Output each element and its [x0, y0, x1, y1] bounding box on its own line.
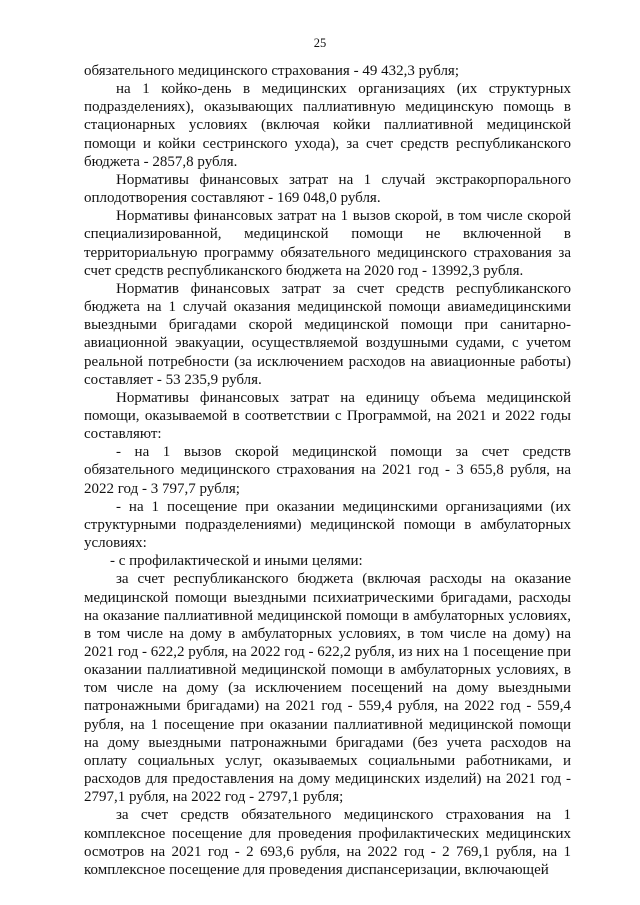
paragraph-2021-2022-intro: Нормативы финансовых затрат на единицу объема медицинской помощи, оказываемой в соответствии с Программой, на 2021 и 2022 годы составляют:: [84, 389, 571, 443]
paragraph-continuation: обязательного медицинского страхования - 49 432,3 рубля;: [84, 63, 459, 79]
paragraph-oms-complex-visit: за счет средств обязательного медицинского страхования на 1 комплексное посещение для проведения профилактических медицинских осмотров на 2021 год - 2 693,6 рубля, на 2022 год - 2 769,1 рубля, на 1 комплексное посещение для проведения диспансеризации, включающей: [84, 807, 571, 878]
paragraph-ivf-norm: Нормативы финансовых затрат на 1 случай экстракорпорального оплодотворения составляют - 169 048,0 рубля.: [84, 171, 571, 207]
paragraph-air-ambulance-norm: Норматив финансовых затрат за счет средств республиканского бюджета на 1 случай оказания медицинской помощи авиамедицинскими выездными бригадами скорой медицинской помощи при санитарно-авиационной эвакуации, осуществляемой воздушными судами, с учетом реальной потребности (за исключением расходов на авиационные работы) составляет - 53 235,9 рубля.: [84, 280, 571, 388]
list-item-preventive-purposes: - с профилактической и иными целями:: [110, 553, 363, 570]
list-item-ambulance-call: - на 1 вызов скорой медицинской помощи за счет средств обязательного медицинского страхования на 2021 год - 3 655,8 рубля, на 2022 год - 3 797,7 рубля;: [84, 444, 571, 497]
document-body: [84, 62, 571, 879]
page-number: 25: [313, 36, 327, 50]
list-item-outpatient-visit: - на 1 посещение при оказании медицинскими организациями (их структурными подразделениями) медицинской помощи в амбулаторных условиях:: [84, 498, 571, 552]
paragraph-bed-day-norm: на 1 койко-день в медицинских организациях (их структурных подразделениях), оказывающих паллиативную медицинскую помощь в стационарных условиях (включая койки паллиативной медицинской помощи и койки сестринского ухода), за счет средств республиканского бюджета - 2857,8 рубля.: [84, 81, 571, 170]
paragraph-republican-budget: за счет республиканского бюджета (включая расходы на оказание медицинской помощи выездными психиатрическими бригадами, расходы на оказание паллиативной медицинской помощи в амбулаторных условиях, в том числе на дому в амбулаторных условиях, в том числе на дому) на 2021 год - 622,2 рубля, на 2022 год - 622,2 рубля, из них на 1 посещение при оказании паллиативной медицинской помощи в амбулаторных условиях, в том числе на дому (за исключением посещений на дому выездными патронажными бригадами) на 2021 год - 559,4 рубля, на 2022 год - 559,4 рубля, на 1 посещение при оказании паллиативной медицинской помощи на дому выездными патронажными бригадами (без учета расходов на оплату социальных услуг, оказываемых социальными работниками, и расходов для предоставления на дому медицинских изделий) на 2021 год - 2797,1 рубля, на 2022 год - 2797,1 рубля;: [84, 571, 571, 806]
paragraph-ambulance-call-norm: Нормативы финансовых затрат на 1 вызов скорой, в том числе скорой специализированной, медицинской помощи не включенной в территориальную программу обязательного медицинского страхования за счет средств республиканского бюджета на 2020 год - 13992,3 рубля.: [84, 208, 571, 279]
